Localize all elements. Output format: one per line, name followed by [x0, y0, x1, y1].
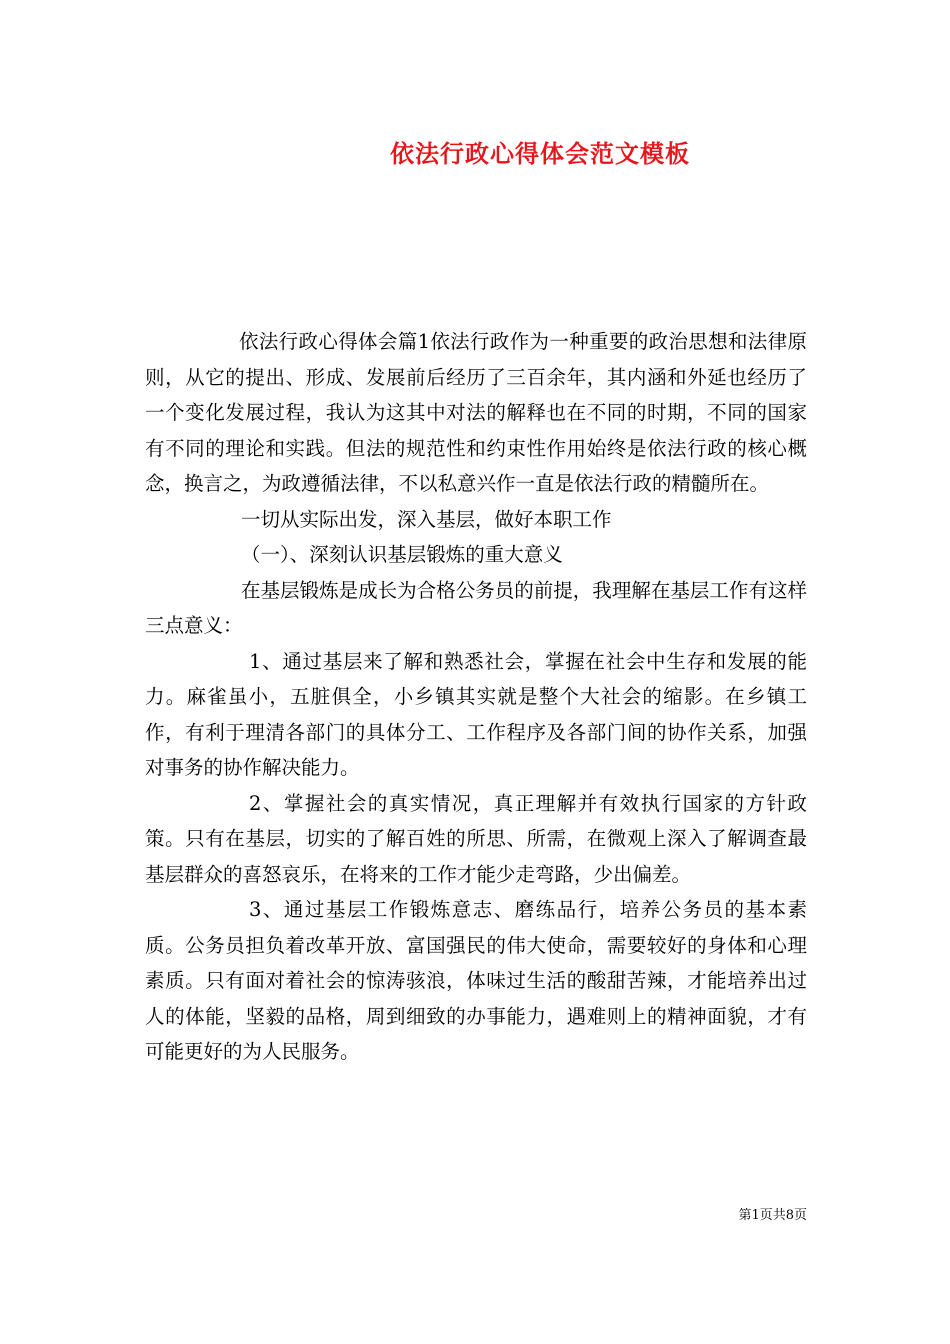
- section-heading: 一切从实际出发，深入基层，做好本职工作: [241, 507, 612, 531]
- document-title: 依法行政心得体会范文模板: [390, 139, 690, 168]
- document-body: [145, 324, 807, 1070]
- list-item-2: 2、掌握社会的真实情况，真正理解并有效执行国家的方针政策。只有在基层，切实的了解百姓的所思、所需，在微观上深入了解调查最基层群众的喜怒哀乐，在将来的工作才能少走弯路，少出偏差。: [145, 791, 807, 886]
- list-item-3: 3、通过基层工作锻炼意志、磨练品行，培养公务员的基本素质。公务员担负着改革开放、富国强民的伟大使命，需要较好的身体和心理素质。只有面对着社会的惊涛骇浪，体味过生活的酸甜苦辣，才能培养出过人的体能，坚毅的品格，周到细致的办事能力，遇难则上的精神面貌，才有可能更好的为人民服务。: [145, 898, 807, 1063]
- page-number-footer: 第1页共8页: [738, 1208, 807, 1223]
- paragraph-significance: 在基层锻炼是成长为合格公务员的前提，我理解在基层工作有这样三点意义：: [145, 578, 807, 637]
- list-item-1: 1、通过基层来了解和熟悉社会，掌握在社会中生存和发展的能力。麻雀虽小，五脏俱全，小乡镇其实就是整个大社会的缩影。在乡镇工作，有利于理清各部门的具体分工、工作程序及各部门间的协作关系，加强对事务的协作解决能力。: [145, 649, 807, 779]
- paragraph-intro: 依法行政心得体会篇1依法行政作为一种重要的政治思想和法律原则，从它的提出、形成、发展前后经历了三百余年，其内涵和外延也经历了一个变化发展过程，我认为这其中对法的解释也在不同的时期，不同的国家有不同的理论和实践。但法的规范性和约束性作用始终是依法行政的核心概念，换言之，为政遵循法律，不以私意兴作一直是依法行政的精髓所在。: [145, 330, 807, 495]
- subsection-heading: （一）、深刻认识基层锻炼的重大意义: [241, 543, 563, 566]
